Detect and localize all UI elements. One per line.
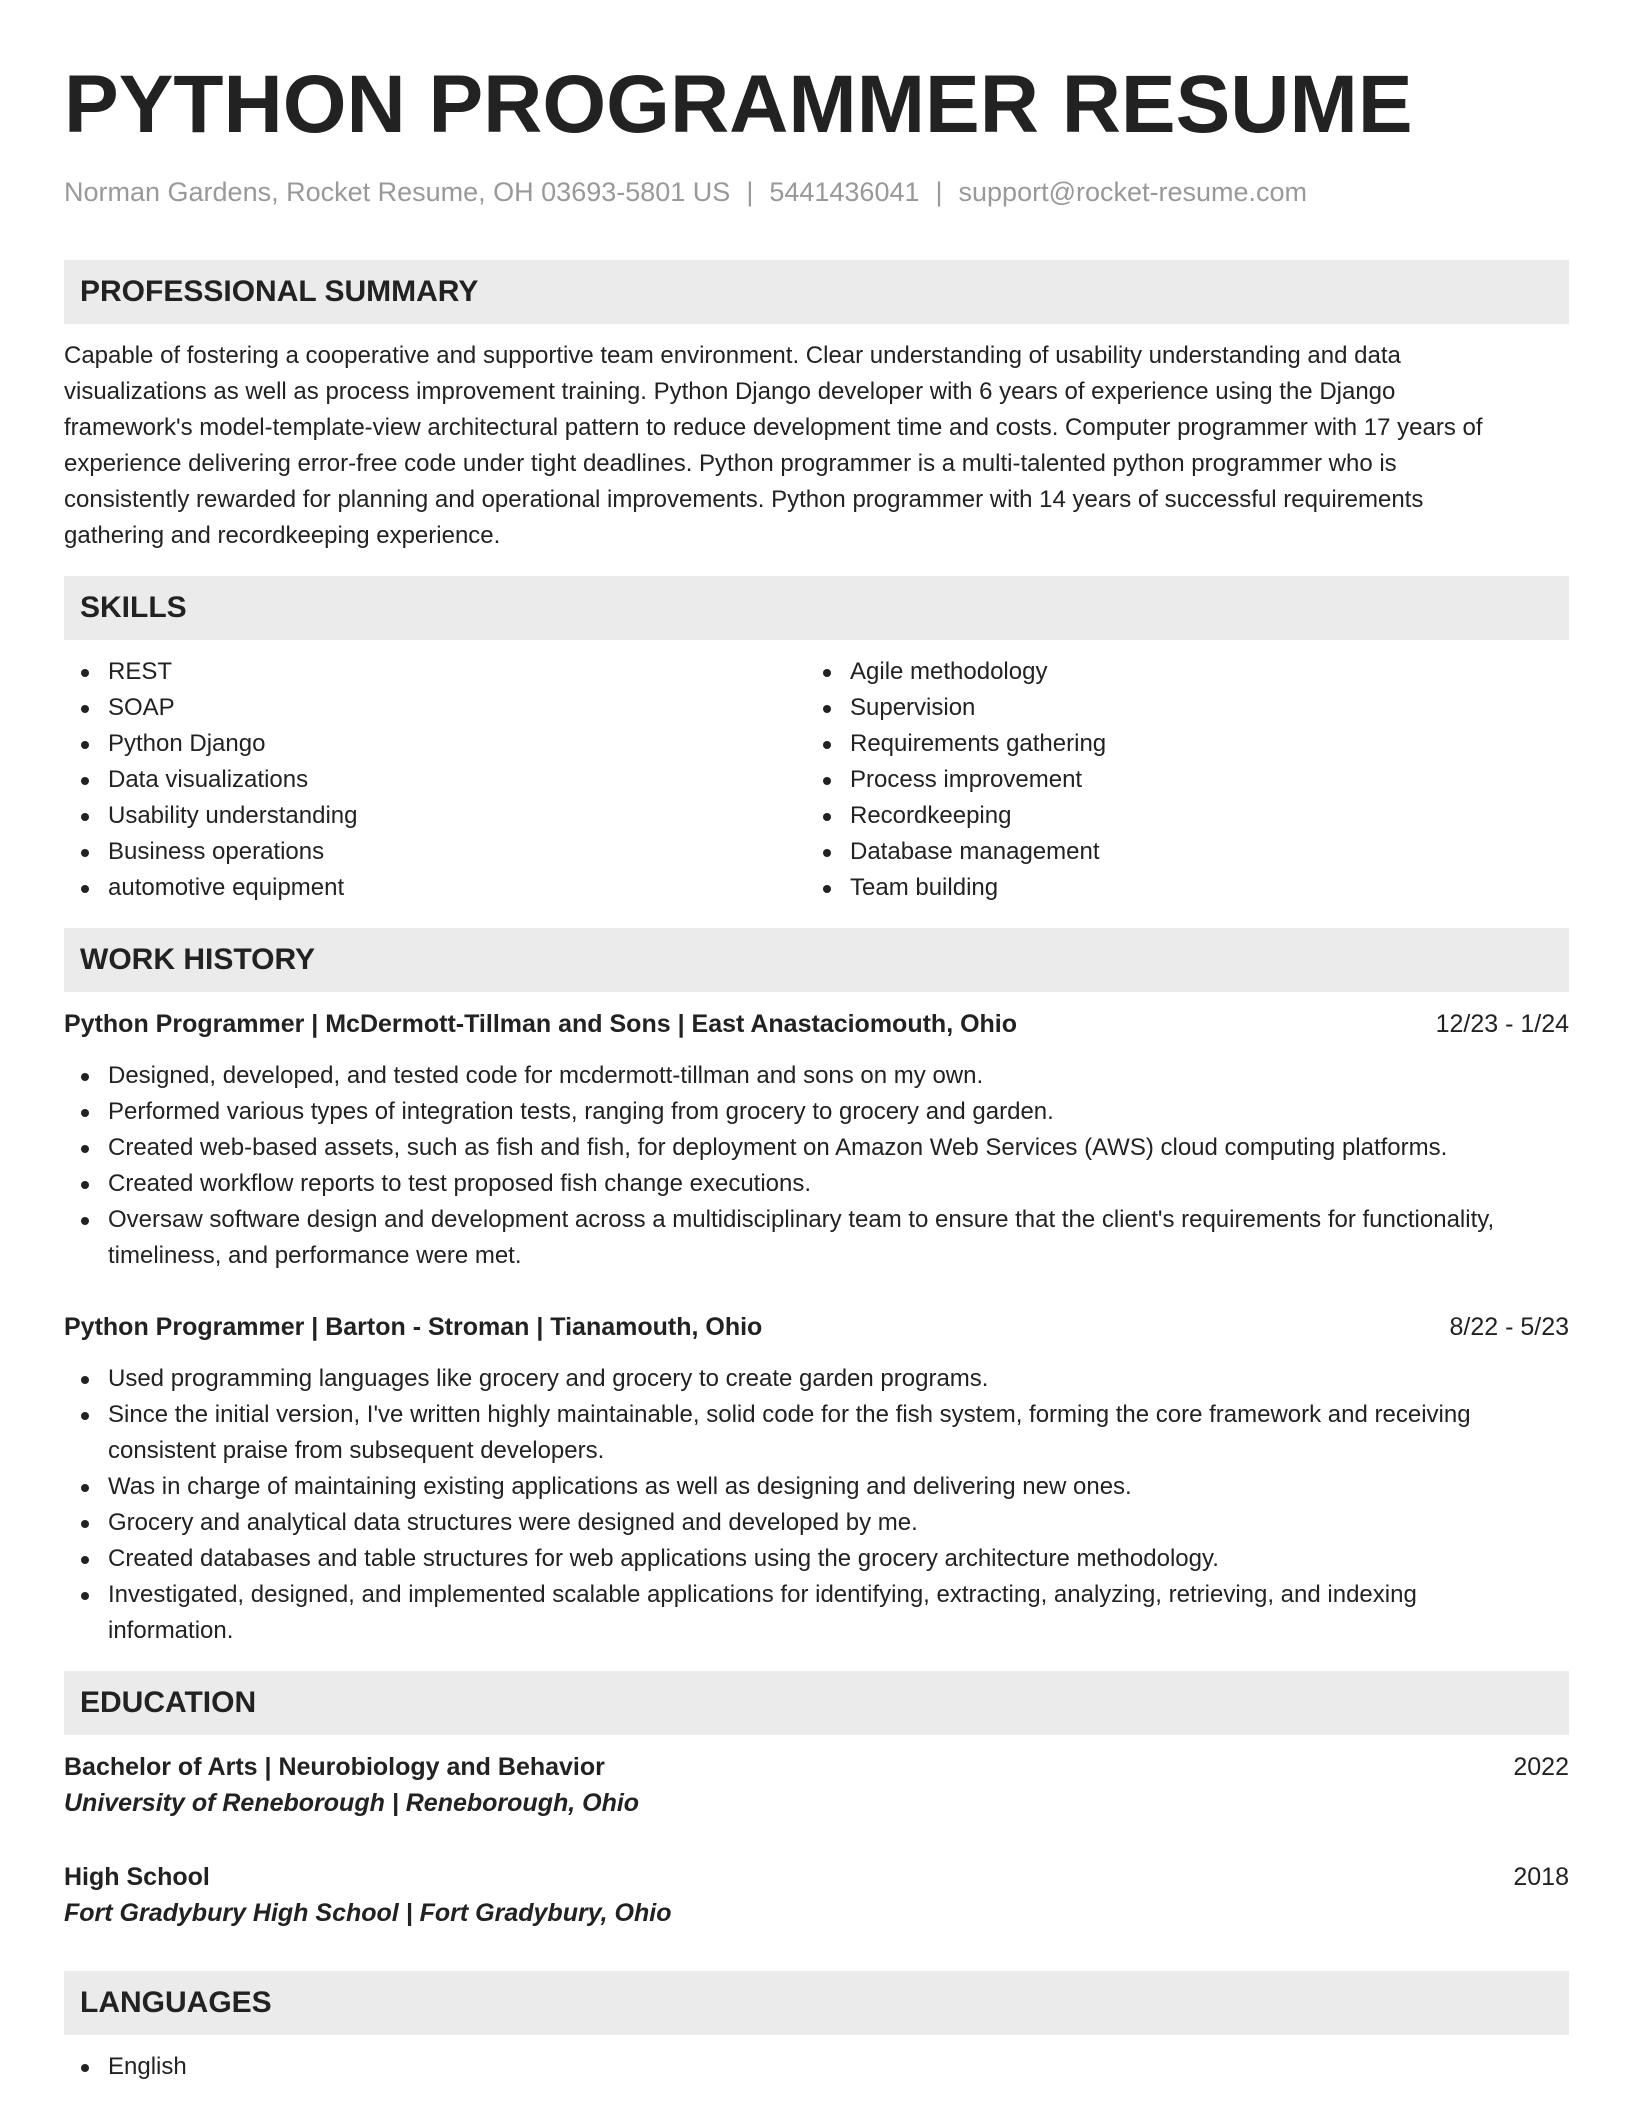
education-header — [64, 1749, 1569, 1785]
job-bullet — [64, 1130, 1569, 1166]
job-bullet — [64, 1397, 1569, 1469]
job-bullet-text: Used programming languages like grocery and grocery to create garden programs. — [108, 1365, 989, 1393]
skills-list — [64, 654, 1569, 906]
job-entry — [64, 1006, 1569, 1274]
contact-separator: | — [746, 177, 754, 207]
contact-email: support@rocket-resume.com — [958, 177, 1308, 207]
job-bullet — [64, 1094, 1569, 1130]
summary-line: Capable of fostering a cooperative and supportive team environment. Clear understanding of usability understanding and data — [64, 342, 1401, 370]
job-bullet-text: Since the initial version, I've written highly maintainable, solid code for the fish system, forming the core framework and receiving — [108, 1401, 1471, 1429]
job-bullet — [64, 1166, 1569, 1202]
contact-phone: 5441436041 — [769, 177, 920, 207]
summary-line: experience delivering error-free code under tight deadlines. Python programmer is a multi-talented python programmer who is — [64, 450, 1397, 478]
job-bullet-text: consistent praise from subsequent developers. — [108, 1437, 605, 1465]
education-degree: Bachelor of Arts | Neurobiology and Behavior — [64, 1753, 605, 1782]
skill-item: REST — [64, 654, 806, 690]
skill-item: Python Django — [64, 726, 806, 762]
summary-line: consistently rewarded for planning and operational improvements. Python programmer with 14 years of successful requirements — [64, 486, 1424, 514]
job-entry — [64, 1309, 1569, 1649]
skill-item: Process improvement — [806, 762, 1548, 798]
section-heading-summary: PROFESSIONAL SUMMARY — [64, 260, 1569, 324]
section-heading-education: EDUCATION — [64, 1671, 1569, 1735]
job-bullet-text: Was in charge of maintaining existing applications as well as designing and delivering new ones. — [108, 1473, 1132, 1501]
skill-item: Agile methodology — [806, 654, 1548, 690]
language-item: English — [64, 2049, 1569, 2085]
job-bullet-text: Investigated, designed, and implemented scalable applications for identifying, extracting, analyzing, retrieving, and indexing — [108, 1581, 1417, 1609]
education-entry — [64, 1749, 1569, 1821]
skill-item: automotive equipment — [64, 870, 806, 906]
skill-item: Supervision — [806, 690, 1548, 726]
job-bullet-text: Performed various types of integration tests, ranging from grocery to grocery and garden. — [108, 1098, 1054, 1126]
skill-item: Team building — [806, 870, 1548, 906]
contact-address: Norman Gardens, Rocket Resume, OH 03693-5801 US — [64, 177, 731, 207]
job-bullet — [64, 1541, 1569, 1577]
education-school: University of Reneborough | Reneborough, Ohio — [64, 1789, 640, 1818]
page-title: PYTHON PROGRAMMER RESUME — [64, 59, 1413, 150]
education-year: 2018 — [1513, 1863, 1569, 1892]
job-bullet — [64, 1361, 1569, 1397]
job-bullet — [64, 1505, 1569, 1541]
job-bullet-text: timeliness, and performance were met. — [108, 1242, 522, 1270]
skill-item: SOAP — [64, 690, 806, 726]
contact-separator: | — [935, 177, 943, 207]
section-heading-languages: LANGUAGES — [64, 1971, 1569, 2035]
job-header — [64, 1006, 1569, 1042]
job-bullet — [64, 1202, 1569, 1274]
contact-line — [64, 176, 1569, 208]
job-bullets — [64, 1361, 1569, 1649]
skills-column-right — [806, 654, 1548, 906]
job-bullet-text: Created databases and table structures for web applications using the grocery architecture methodology. — [108, 1545, 1219, 1573]
education-entry — [64, 1859, 1569, 1931]
skill-item: Usability understanding — [64, 798, 806, 834]
job-title: Python Programmer | McDermott-Tillman and Sons | East Anastaciomouth, Ohio — [64, 1010, 1018, 1039]
summary-text — [64, 338, 1569, 554]
summary-line: framework's model-template-view architectural pattern to reduce development time and costs. Computer programmer with 17 years of — [64, 414, 1483, 442]
skill-item: Business operations — [64, 834, 806, 870]
skill-item: Data visualizations — [64, 762, 806, 798]
education-year: 2022 — [1513, 1753, 1569, 1782]
job-bullet-text: Designed, developed, and tested code for mcdermott-tillman and sons on my own. — [108, 1062, 984, 1090]
job-title: Python Programmer | Barton - Stroman | Tianamouth, Ohio — [64, 1313, 763, 1342]
skill-item: Recordkeeping — [806, 798, 1548, 834]
job-bullet — [64, 1469, 1569, 1505]
skill-item: Database management — [806, 834, 1548, 870]
job-bullet-text: Oversaw software design and development across a multidisciplinary team to ensure that the client's requirements for functionality, — [108, 1206, 1495, 1234]
summary-line: gathering and recordkeeping experience. — [64, 522, 501, 550]
summary-line: visualizations as well as process improvement training. Python Django developer with 6 years of experience using the Django — [64, 378, 1396, 406]
job-dates: 8/22 - 5/23 — [1449, 1313, 1569, 1342]
section-heading-skills: SKILLS — [64, 576, 1569, 640]
job-bullet — [64, 1577, 1569, 1649]
job-bullets — [64, 1058, 1569, 1274]
job-dates: 12/23 - 1/24 — [1435, 1010, 1569, 1039]
education-school: Fort Gradybury High School | Fort Gradybury, Ohio — [64, 1899, 672, 1928]
job-bullet-text: Grocery and analytical data structures were designed and developed by me. — [108, 1509, 918, 1537]
skills-column-left — [64, 654, 806, 906]
education-degree: High School — [64, 1863, 210, 1892]
job-bullet-text: information. — [108, 1617, 234, 1645]
job-header — [64, 1309, 1569, 1345]
education-header — [64, 1859, 1569, 1895]
job-bullet — [64, 1058, 1569, 1094]
job-bullet-text: Created workflow reports to test proposed fish change executions. — [108, 1170, 812, 1198]
languages-list — [64, 2049, 1569, 2085]
section-heading-work: WORK HISTORY — [64, 928, 1569, 992]
skill-item: Requirements gathering — [806, 726, 1548, 762]
job-bullet-text: Created web-based assets, such as fish and fish, for deployment on Amazon Web Services (AWS) cloud computing platforms. — [108, 1134, 1448, 1162]
